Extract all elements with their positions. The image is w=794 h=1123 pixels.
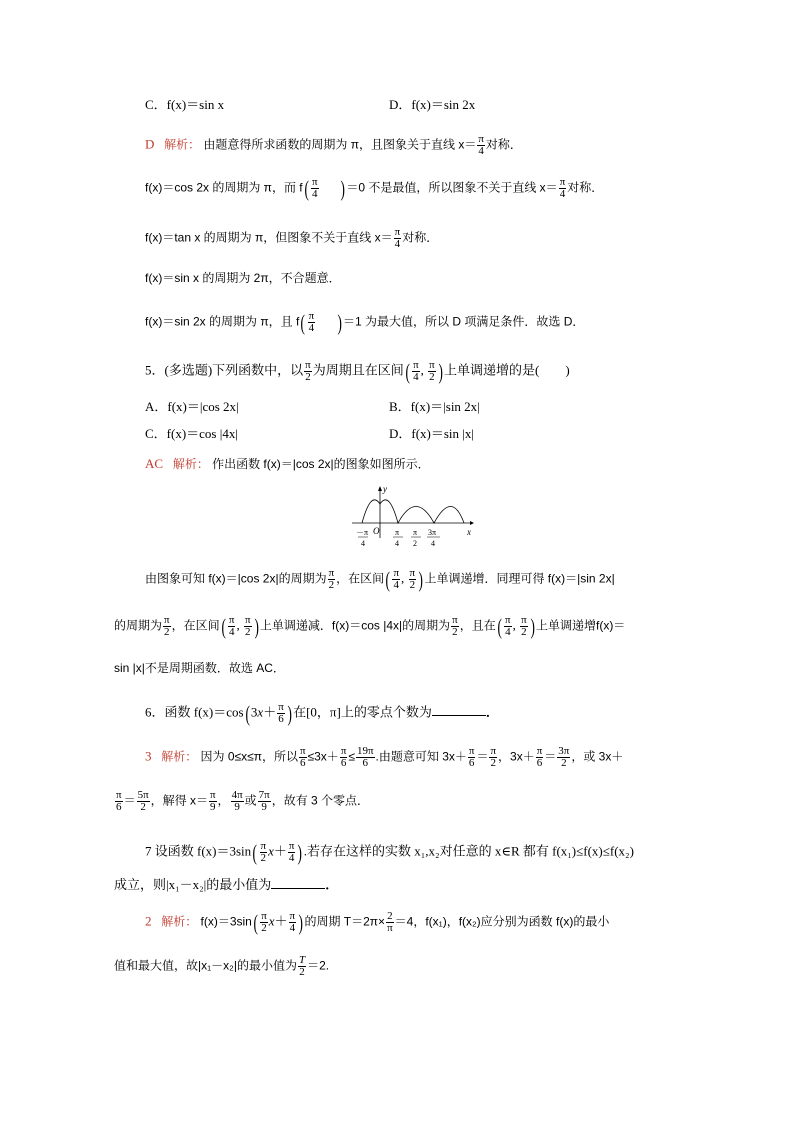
solution-q6-line2 — [114, 790, 369, 813]
solution-text: f(x)＝cos 2x 的周期为 π，而 f — [145, 180, 303, 195]
x-axis-arrow — [470, 521, 474, 525]
solution-text: ， — [217, 793, 230, 808]
question-text: 在[0，π]上的零点个数为 — [293, 704, 432, 720]
fraction: $\frac{2}{\pi}$ — [387, 910, 393, 934]
solution-text: ＝1 为最大值，所以 D 项满足条件．故选 D． — [343, 314, 585, 329]
solution-q5-line4 — [114, 660, 285, 676]
solution-text: ＝0 不是最值，所以图象不关于直线 x＝ — [346, 180, 558, 195]
solution-text: 的周期 T＝2π× — [304, 914, 386, 929]
solution-label: 解析： — [164, 137, 201, 152]
fraction: $\frac{5\pi}{2}$ — [137, 789, 149, 813]
question-text: ． — [325, 877, 339, 892]
tick-labels — [356, 528, 440, 548]
option-c-q4: C．f(x)＝sin x — [145, 97, 225, 112]
option-d-q5: D．f(x)＝sin |x| — [389, 426, 475, 441]
solution-q5-line2: 由图象可知 f(x)＝|cos 2x|的周期为 $\frac{\pi}{2}$ ，在区间( $\frac{\pi}{4}$ , $\frac{\pi}{2}$ )上单调递增．同理可得 f(x)＝|sin 2x| — [145, 566, 615, 592]
fraction: $\frac{\pi}{4}$ — [505, 614, 511, 638]
solution-text: ，故有 3 个零点． — [271, 793, 370, 808]
solution-label: 解析： — [161, 749, 198, 764]
fraction: $\frac{\pi}{2}$ — [409, 567, 416, 591]
answer-tag-q5: AC — [145, 456, 164, 471]
solution-text: f(x)＝3sin — [200, 914, 252, 929]
fraction: $\frac{\pi}{2}$ — [328, 567, 335, 591]
tick-label: π — [413, 528, 418, 537]
fraction: $\frac{\pi}{2}$ — [521, 614, 527, 638]
fraction: $\frac{\pi}{4}$ — [394, 226, 401, 250]
question-7: 7 设函数 f(x)＝3sin( $\frac{\pi}{2}$ x＋ $\frac{\pi}{4}$ ).若存在这样的实数 x₁,x₂对任意的 x∈R 都有 f(x₁)≤f(x)≤f(x₂) — [145, 839, 634, 865]
y-axis-arrow — [378, 486, 382, 491]
fraction: $\frac{\pi}{6}$ — [468, 745, 475, 769]
solution-q7-line2 — [114, 955, 329, 978]
question-text: 成立，则|x₁－x₂|的最小值为 — [114, 877, 272, 892]
tick-label: 2 — [413, 539, 417, 548]
fraction: $\frac{\pi}{2}$ — [244, 614, 251, 638]
answer-tag-q6: 3 — [145, 748, 152, 764]
solution-text: 对称． — [485, 137, 522, 152]
abs-cos-2x-graph — [352, 482, 477, 552]
solution-text: ＝2. — [307, 958, 330, 973]
fraction: $\frac{\pi}{6}$ — [278, 701, 284, 725]
fraction: $\frac{\pi}{2}$ — [305, 359, 311, 383]
option-b-q5: B．f(x)＝|sin 2x| — [389, 399, 480, 414]
solution-text: ，在区间 — [171, 618, 220, 633]
question-5: 5．(多选题)下列函数中，以 $\frac{\pi}{2}$ 为周期且在区间( $\frac{\pi}{4}$ , $\frac{\pi}{2}$ )上单调递增的是( ) — [145, 358, 570, 384]
solution-q6-line1 — [145, 746, 623, 769]
answer-tag-q7: 2 — [145, 913, 152, 929]
fraction: $\frac{\pi}{9}$ — [209, 789, 216, 813]
solution-text: 上单调递增．同理可得 f(x)＝|sin 2x| — [424, 571, 615, 586]
solution-label: 解析： — [161, 914, 198, 929]
fraction: $\frac{\pi}{4}$ — [478, 133, 484, 157]
solution-q7-line1: 2 解析： f(x)＝3sin( $\frac{\pi}{2}$ x＋ $\frac{\pi}{4}$ )的周期 T＝2π× $\frac{2}{\pi}$ ＝4，f(x₁)，f(x₂)应分别为函数 f(x)的最小 — [145, 909, 610, 935]
fraction: $\frac{\pi}{4}$ — [289, 910, 296, 934]
tick-label: 4 — [361, 539, 365, 548]
solution-text: 对称． — [402, 230, 439, 245]
answer-tag-q4: D — [145, 136, 155, 152]
tick-label: －π — [356, 528, 369, 537]
tick-label: 4 — [431, 539, 435, 548]
question-6: 6．函数 f(x)＝cos(3x＋ $\frac{\pi}{6}$ )在[0，π]上的零点个数为 ． — [145, 700, 499, 726]
tick-label: π — [395, 528, 400, 537]
solution-text: f(x)＝sin 2x 的周期为 π，且 f — [145, 314, 300, 329]
question-text: ． — [485, 704, 499, 720]
fraction: $\frac{\pi}{4}$ — [311, 176, 318, 200]
question-text: 6．函数 f(x)＝cos — [145, 704, 244, 720]
y-axis-label: y — [383, 484, 387, 494]
solution-text: 作出函数 f(x)＝|cos 2x|的图象如图所示． — [212, 457, 430, 471]
solution-text: f(x)＝sin x 的周期为 2π，不合题意． — [145, 271, 341, 285]
question-text: 上单调递增的是( ) — [444, 362, 570, 378]
solution-text: 或 — [244, 793, 257, 808]
solution-q4-line4 — [145, 270, 341, 286]
fraction: $\frac{\pi}{2}$ — [164, 614, 170, 638]
curve — [362, 500, 464, 523]
fraction: $\frac{\pi}{2}$ — [490, 745, 497, 769]
solution-text: ＝ — [123, 793, 136, 808]
solution-text: 由题意得所求函数的周期为 π，且图象关于直线 x＝ — [203, 137, 477, 152]
fraction: $\frac{3\pi}{2}$ — [558, 745, 570, 769]
solution-text: 值和最大值，故|x₁－x₂|的最小值为 — [114, 958, 297, 973]
solution-q4-line1 — [145, 134, 522, 157]
solution-text: 对称． — [567, 180, 604, 195]
option-d-q4: D．f(x)＝sin 2x — [389, 97, 476, 112]
fraction: $\frac{\pi}{4}$ — [228, 614, 235, 638]
solution-label: 解析： — [172, 457, 209, 471]
fraction: $\frac{\pi}{2}$ — [261, 910, 267, 934]
solution-text: ，3x＋ — [498, 749, 535, 764]
tick-label: 4 — [395, 539, 399, 548]
fraction: $\frac{\pi}{4}$ — [393, 567, 400, 591]
solution-text: 上单调递减．f(x)＝cos |4x|的周期为 — [259, 618, 451, 633]
solution-q5-line1 — [145, 456, 430, 472]
fraction: $\frac{7\pi}{9}$ — [258, 789, 270, 813]
question-text: 7 设函数 f(x)＝3sin — [145, 843, 252, 859]
solution-text: ≤3x＋ — [307, 749, 339, 764]
solution-text: sin |x|不是周期函数．故选 AC． — [114, 661, 285, 675]
solution-text: .由题意可知 3x＋ — [375, 749, 467, 764]
option-c-q5: C．f(x)＝cos |4x| — [145, 426, 238, 441]
tick-label: 3π — [428, 528, 437, 537]
answer-blank — [432, 703, 486, 716]
solution-text: f(x)＝tan x 的周期为 π，但图象不关于直线 x＝ — [145, 230, 393, 245]
solution-text: ，且在 — [459, 618, 496, 633]
solution-text: ≤ — [348, 749, 355, 764]
fraction: $\frac{19\pi}{6}$ — [356, 745, 374, 769]
solution-text: 因为 0≤x≤π，所以 — [200, 749, 298, 764]
solution-text: 上单调递增f(x)＝ — [535, 618, 626, 633]
solution-q4-line2: f(x)＝cos 2x 的周期为 π，而 f( $\frac{\pi}{4}$ )＝0 不是最值，所以图象不关于直线 x＝ $\frac{\pi}{4}$ 对称． — [145, 175, 604, 201]
solution-text: ＝4，f(x₁)，f(x₂)应分别为函数 f(x)的最小 — [394, 914, 610, 929]
fraction: $\frac{\pi}{2}$ — [429, 359, 435, 383]
fraction: $\frac{\pi}{6}$ — [340, 745, 347, 769]
fraction: $\frac{\pi}{2}$ — [452, 614, 458, 638]
question-text: 5．(多选题)下列函数中，以 — [145, 362, 304, 378]
solution-text: ＝ — [544, 749, 557, 764]
answer-blank — [271, 876, 325, 889]
origin-label: O — [373, 526, 380, 536]
fraction: $\frac{4\pi}{9}$ — [231, 789, 243, 813]
solution-text: ，在区间 — [336, 571, 385, 586]
fraction: $\frac{\pi}{2}$ — [260, 840, 267, 864]
solution-text: ，或 3x＋ — [571, 749, 624, 764]
x-axis-label: x — [467, 527, 471, 537]
solution-q4-line5: f(x)＝sin 2x 的周期为 π，且 f( $\frac{\pi}{4}$ )＝1 为最大值，所以 D 项满足条件．故选 D． — [145, 309, 585, 335]
solution-q5-line3: 的周期为 $\frac{\pi}{2}$ ，在区间( $\frac{\pi}{4}$ , $\frac{\pi}{2}$ )上单调递减．f(x)＝cos |4x|的周期为 $\frac{\pi}{2}$ ，且在( $\frac{\pi}{4}$ , $\frac{\pi}{2}$ )上单调递增f(x)＝ — [114, 613, 626, 639]
solution-text: ，解得 x＝ — [150, 793, 208, 808]
fraction: $\frac{\pi}{6}$ — [116, 789, 122, 813]
fraction: $\frac{\pi}{4}$ — [288, 840, 295, 864]
solution-text: ＝ — [476, 749, 489, 764]
fraction: $\frac{\pi}{6}$ — [299, 745, 306, 769]
fraction: $\frac{\pi}{4}$ — [308, 310, 315, 334]
question-text: 为周期且在区间 — [312, 362, 404, 378]
solution-text: 的周期为 — [114, 618, 163, 633]
fraction: $\frac{\pi}{6}$ — [536, 745, 543, 769]
option-a-q5: A．f(x)＝|cos 2x| — [145, 399, 239, 414]
fraction: $\frac{\pi}{4}$ — [559, 176, 566, 200]
solution-q4-line3 — [145, 227, 438, 250]
solution-text: 由图象可知 f(x)＝|cos 2x|的周期为 — [145, 571, 327, 586]
fraction: $\frac{\pi}{4}$ — [413, 359, 419, 383]
question-text: .若存在这样的实数 x₁,x₂对任意的 x∈R 都有 f(x₁)≤f(x)≤f(x₂) — [303, 843, 634, 859]
fraction: $\frac{T}{2}$ — [298, 954, 306, 978]
question-7-line2 — [114, 876, 338, 893]
